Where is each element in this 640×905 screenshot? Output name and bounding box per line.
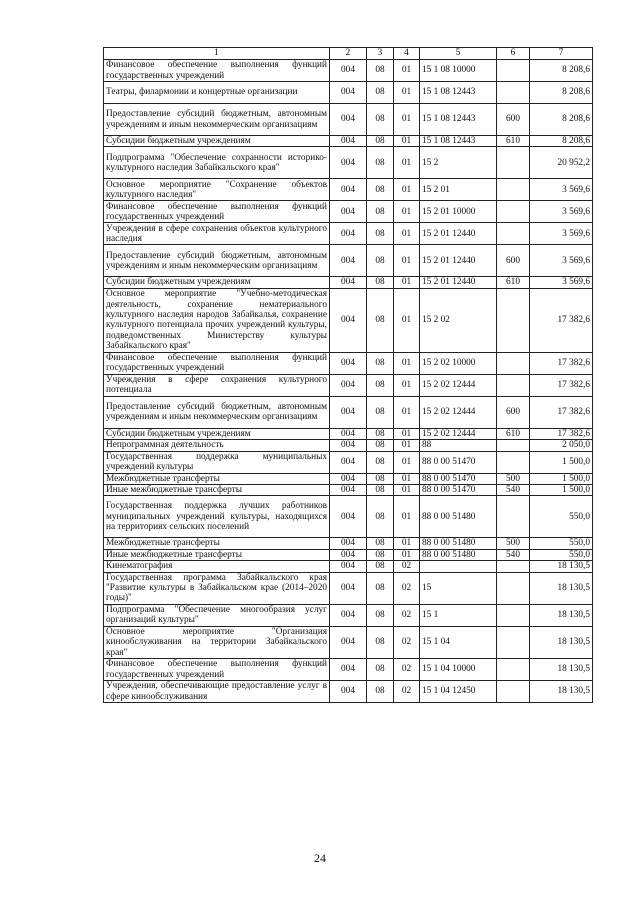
row-c4-cell: 01	[394, 538, 420, 549]
row-c3-cell: 08	[367, 485, 394, 496]
row-c7-cell: 3 569,6	[530, 201, 593, 223]
table-row	[104, 179, 593, 201]
row-c7-cell: 8 208,6	[530, 82, 593, 104]
row-name-cell: Подпрограмма "Обеспечение сохранности историко-культурного наследия Забайкальского края"	[104, 147, 330, 179]
row-c2-cell: 004	[330, 604, 367, 626]
row-c4-cell: 01	[394, 352, 420, 374]
header-row	[104, 48, 593, 60]
row-c7-cell: 17 382,6	[530, 374, 593, 396]
row-name-cell: Межбюджетные трансферты	[104, 473, 330, 484]
row-c5-cell: 88 0 00 51470	[420, 451, 497, 473]
row-c7-cell: 3 569,6	[530, 245, 593, 277]
row-name-cell: Подпрограмма "Обеспечение многообразия услуг организаций культуры"	[104, 604, 330, 626]
row-c7-cell: 17 382,6	[530, 288, 593, 352]
row-c3-cell: 08	[367, 681, 394, 703]
header-cell: 1	[104, 48, 330, 60]
row-c5-cell: 15 1 04 12450	[420, 681, 497, 703]
row-c4-cell: 01	[394, 374, 420, 396]
row-c5-cell: 88 0 00 51470	[420, 485, 497, 496]
row-name-cell: Учреждения в сфере сохранения культурного потенциала	[104, 374, 330, 396]
row-c7-cell: 18 130,5	[530, 572, 593, 604]
row-c5-cell: 15 2 01	[420, 179, 497, 201]
row-c5-cell: 15 1 04	[420, 626, 497, 658]
table-row	[104, 245, 593, 277]
row-c4-cell: 01	[394, 82, 420, 104]
row-c7-cell: 18 130,5	[530, 659, 593, 681]
row-c4-cell: 02	[394, 681, 420, 703]
row-c2-cell: 004	[330, 60, 367, 82]
row-c4-cell: 02	[394, 604, 420, 626]
row-name-cell: Основное мероприятие "Учебно-методическая деятельность, сохранение нематериального культурного наследия народов Забайкалья, сохранение культурного потенциала прочих учреждений культуры, подведомственных Министерству культуры Забайкальского края"	[104, 288, 330, 352]
row-c6-cell	[497, 604, 530, 626]
row-name-cell: Основное мероприятие "Организация кинообслуживания на территории Забайкальского края"	[104, 626, 330, 658]
row-c2-cell: 004	[330, 245, 367, 277]
row-c6-cell: 610	[497, 136, 530, 147]
row-c6-cell	[497, 60, 530, 82]
table-row	[104, 136, 593, 147]
row-name-cell: Финансовое обеспечение выполнения функций государственных учреждений	[104, 659, 330, 681]
row-c5-cell: 88 0 00 51470	[420, 473, 497, 484]
row-name-cell: Субсидии бюджетным учреждениям	[104, 136, 330, 147]
row-c7-cell: 1 500,0	[530, 473, 593, 484]
row-c2-cell: 004	[330, 136, 367, 147]
table-row	[104, 440, 593, 451]
row-name-cell: Государственная программа Забайкальского края "Развитие культуры в Забайкальском крае (2014–2020 годы)"	[104, 572, 330, 604]
row-c3-cell: 08	[367, 104, 394, 136]
row-c6-cell: 610	[497, 277, 530, 288]
row-c4-cell: 01	[394, 440, 420, 451]
row-name-cell: Иные межбюджетные трансферты	[104, 485, 330, 496]
row-name-cell: Финансовое обеспечение выполнения функций государственных учреждений	[104, 352, 330, 374]
row-name-cell: Субсидии бюджетным учреждениям	[104, 428, 330, 439]
row-c5-cell: 15 2 01 12440	[420, 223, 497, 245]
row-c7-cell: 8 208,6	[530, 60, 593, 82]
row-c4-cell: 01	[394, 428, 420, 439]
row-name-cell: Финансовое обеспечение выполнения функций государственных учреждений	[104, 201, 330, 223]
row-c7-cell: 8 208,6	[530, 104, 593, 136]
row-c6-cell	[497, 572, 530, 604]
row-c3-cell: 08	[367, 136, 394, 147]
row-c2-cell: 004	[330, 626, 367, 658]
row-c3-cell: 08	[367, 179, 394, 201]
row-c7-cell: 1 500,0	[530, 451, 593, 473]
row-c7-cell: 18 130,5	[530, 604, 593, 626]
row-c2-cell: 004	[330, 179, 367, 201]
row-c5-cell: 15 2	[420, 147, 497, 179]
row-c2-cell: 004	[330, 223, 367, 245]
row-c3-cell: 08	[367, 288, 394, 352]
row-c2-cell: 004	[330, 561, 367, 572]
row-c6-cell	[497, 147, 530, 179]
row-c6-cell	[497, 659, 530, 681]
row-c6-cell: 500	[497, 473, 530, 484]
row-c7-cell: 3 569,6	[530, 277, 593, 288]
table-row	[104, 374, 593, 396]
row-c4-cell: 01	[394, 277, 420, 288]
row-c3-cell: 08	[367, 82, 394, 104]
row-c3-cell: 08	[367, 60, 394, 82]
row-c3-cell: 08	[367, 396, 394, 428]
row-c6-cell	[497, 352, 530, 374]
row-c2-cell: 004	[330, 288, 367, 352]
table-row	[104, 485, 593, 496]
row-c6-cell: 500	[497, 538, 530, 549]
table-row	[104, 561, 593, 572]
header-cell: 4	[394, 48, 420, 60]
row-c2-cell: 004	[330, 659, 367, 681]
table-row	[104, 60, 593, 82]
budget-table	[103, 47, 593, 703]
row-name-cell: Межбюджетные трансферты	[104, 538, 330, 549]
row-name-cell: Непрограммная деятельность	[104, 440, 330, 451]
row-c6-cell	[497, 179, 530, 201]
row-c4-cell: 01	[394, 288, 420, 352]
row-c3-cell: 08	[367, 473, 394, 484]
row-c2-cell: 004	[330, 277, 367, 288]
row-c5-cell: 15 2 02 10000	[420, 352, 497, 374]
row-c5-cell: 15 1 04 10000	[420, 659, 497, 681]
table-row	[104, 147, 593, 179]
row-c2-cell: 004	[330, 473, 367, 484]
row-c4-cell: 01	[394, 147, 420, 179]
row-c7-cell: 20 952,2	[530, 147, 593, 179]
table-row	[104, 549, 593, 560]
header-cell: 6	[497, 48, 530, 60]
row-name-cell: Кинематография	[104, 561, 330, 572]
row-c5-cell: 88 0 00 51480	[420, 538, 497, 549]
table-row	[104, 352, 593, 374]
row-c3-cell: 08	[367, 277, 394, 288]
row-c7-cell: 550,0	[530, 549, 593, 560]
row-c5-cell: 15	[420, 572, 497, 604]
row-c7-cell: 550,0	[530, 538, 593, 549]
row-c5-cell: 15 2 02 12444	[420, 374, 497, 396]
table-row	[104, 451, 593, 473]
table-row	[104, 626, 593, 658]
table-row	[104, 277, 593, 288]
row-c2-cell: 004	[330, 681, 367, 703]
row-name-cell: Предоставление субсидий бюджетным, автономным учреждениям и иным некоммерческим организациям	[104, 245, 330, 277]
row-c6-cell	[497, 440, 530, 451]
row-c7-cell: 17 382,6	[530, 396, 593, 428]
table-row	[104, 572, 593, 604]
row-c6-cell	[497, 201, 530, 223]
row-c5-cell: 15 1 08 10000	[420, 60, 497, 82]
row-name-cell: Предоставление субсидий бюджетным, автономным учреждениям и иным некоммерческим организациям	[104, 396, 330, 428]
row-c6-cell: 600	[497, 245, 530, 277]
row-c6-cell: 540	[497, 549, 530, 560]
table-row	[104, 604, 593, 626]
row-c6-cell	[497, 374, 530, 396]
header-cell: 5	[420, 48, 497, 60]
row-c4-cell: 01	[394, 496, 420, 538]
row-c7-cell: 3 569,6	[530, 179, 593, 201]
row-c5-cell: 15 2 02 12444	[420, 396, 497, 428]
row-c4-cell: 01	[394, 201, 420, 223]
row-c6-cell: 610	[497, 428, 530, 439]
row-c2-cell: 004	[330, 396, 367, 428]
row-name-cell: Учреждения, обеспечивающие предоставление услуг в сфере кинообслуживания	[104, 681, 330, 703]
row-c6-cell	[497, 626, 530, 658]
row-c3-cell: 08	[367, 549, 394, 560]
row-c2-cell: 004	[330, 485, 367, 496]
table-row	[104, 82, 593, 104]
row-c3-cell: 08	[367, 561, 394, 572]
row-c7-cell: 2 050,0	[530, 440, 593, 451]
row-c4-cell: 01	[394, 245, 420, 277]
row-c4-cell: 02	[394, 659, 420, 681]
row-c5-cell: 15 2 01 10000	[420, 201, 497, 223]
table-row	[104, 288, 593, 352]
row-c7-cell: 17 382,6	[530, 352, 593, 374]
row-name-cell: Государственная поддержка муниципальных учреждений культуры	[104, 451, 330, 473]
row-c7-cell: 18 130,5	[530, 561, 593, 572]
row-name-cell: Театры, филармонии и концертные организации	[104, 82, 330, 104]
row-c6-cell	[497, 681, 530, 703]
row-c5-cell: 15 1 08 12443	[420, 104, 497, 136]
row-c3-cell: 08	[367, 223, 394, 245]
row-c2-cell: 004	[330, 451, 367, 473]
row-c4-cell: 02	[394, 626, 420, 658]
row-c2-cell: 004	[330, 82, 367, 104]
row-c3-cell: 08	[367, 374, 394, 396]
row-c6-cell	[497, 496, 530, 538]
row-name-cell: Учреждения в сфере сохранения объектов культурного наследия	[104, 223, 330, 245]
row-c7-cell: 17 382,6	[530, 428, 593, 439]
row-c3-cell: 08	[367, 496, 394, 538]
row-c5-cell: 15 1	[420, 604, 497, 626]
row-c6-cell: 600	[497, 104, 530, 136]
row-c2-cell: 004	[330, 428, 367, 439]
row-c6-cell	[497, 223, 530, 245]
row-c2-cell: 004	[330, 201, 367, 223]
row-c4-cell: 01	[394, 451, 420, 473]
row-c5-cell: 88 0 00 51480	[420, 549, 497, 560]
row-c7-cell: 550,0	[530, 496, 593, 538]
table-row	[104, 496, 593, 538]
row-name-cell: Основное мероприятие "Сохранение объектов культурного наследия"	[104, 179, 330, 201]
row-c5-cell: 15 2 01 12440	[420, 245, 497, 277]
row-c2-cell: 004	[330, 496, 367, 538]
table-body	[104, 60, 593, 703]
row-c4-cell: 01	[394, 485, 420, 496]
table-row	[104, 104, 593, 136]
row-c4-cell: 01	[394, 104, 420, 136]
table-row	[104, 681, 593, 703]
row-name-cell: Иные межбюджетные трансферты	[104, 549, 330, 560]
header-cell: 2	[330, 48, 367, 60]
table-row	[104, 428, 593, 439]
row-c7-cell: 18 130,5	[530, 681, 593, 703]
row-name-cell: Предоставление субсидий бюджетным, автономным учреждениям и иным некоммерческим организациям	[104, 104, 330, 136]
row-c3-cell: 08	[367, 147, 394, 179]
row-c2-cell: 004	[330, 147, 367, 179]
row-c4-cell: 02	[394, 572, 420, 604]
row-c6-cell	[497, 288, 530, 352]
row-c7-cell: 18 130,5	[530, 626, 593, 658]
table-row	[104, 473, 593, 484]
table-row	[104, 201, 593, 223]
row-name-cell: Субсидии бюджетным учреждениям	[104, 277, 330, 288]
row-c2-cell: 004	[330, 549, 367, 560]
row-c6-cell	[497, 451, 530, 473]
row-c4-cell: 01	[394, 179, 420, 201]
row-c4-cell: 01	[394, 223, 420, 245]
row-c2-cell: 004	[330, 440, 367, 451]
page-number: 24	[314, 851, 326, 865]
row-c3-cell: 08	[367, 428, 394, 439]
row-c3-cell: 08	[367, 604, 394, 626]
row-c6-cell: 600	[497, 396, 530, 428]
row-c3-cell: 08	[367, 201, 394, 223]
row-c6-cell	[497, 82, 530, 104]
row-c3-cell: 08	[367, 245, 394, 277]
table-row	[104, 538, 593, 549]
row-name-cell: Финансовое обеспечение выполнения функций государственных учреждений	[104, 60, 330, 82]
row-c3-cell: 08	[367, 572, 394, 604]
row-c5-cell: 15 1 08 12443	[420, 136, 497, 147]
row-c4-cell: 01	[394, 136, 420, 147]
row-c2-cell: 004	[330, 104, 367, 136]
row-c5-cell	[420, 561, 497, 572]
row-c4-cell: 01	[394, 396, 420, 428]
row-c4-cell: 01	[394, 549, 420, 560]
table-row	[104, 223, 593, 245]
row-c5-cell: 15 2 01 12440	[420, 277, 497, 288]
row-c3-cell: 08	[367, 451, 394, 473]
row-c7-cell: 3 569,6	[530, 223, 593, 245]
row-c5-cell: 15 1 08 12443	[420, 82, 497, 104]
row-name-cell: Государственная поддержка лучших работников муниципальных учреждений культуры, находящихся на территориях сельских поселений	[104, 496, 330, 538]
row-c2-cell: 004	[330, 374, 367, 396]
row-c3-cell: 08	[367, 440, 394, 451]
row-c3-cell: 08	[367, 352, 394, 374]
row-c6-cell	[497, 561, 530, 572]
table-row	[104, 396, 593, 428]
row-c7-cell: 1 500,0	[530, 485, 593, 496]
row-c4-cell: 01	[394, 60, 420, 82]
row-c2-cell: 004	[330, 572, 367, 604]
row-c3-cell: 08	[367, 659, 394, 681]
row-c5-cell: 88 0 00 51480	[420, 496, 497, 538]
row-c5-cell: 15 2 02 12444	[420, 428, 497, 439]
row-c4-cell: 01	[394, 473, 420, 484]
row-c2-cell: 004	[330, 538, 367, 549]
row-c5-cell: 15 2 02	[420, 288, 497, 352]
row-c5-cell: 88	[420, 440, 497, 451]
row-c3-cell: 08	[367, 538, 394, 549]
header-cell: 3	[367, 48, 394, 60]
row-c2-cell: 004	[330, 352, 367, 374]
row-c4-cell: 02	[394, 561, 420, 572]
header-cell: 7	[530, 48, 593, 60]
row-c3-cell: 08	[367, 626, 394, 658]
table-row	[104, 659, 593, 681]
row-c7-cell: 8 208,6	[530, 136, 593, 147]
row-c6-cell: 540	[497, 485, 530, 496]
